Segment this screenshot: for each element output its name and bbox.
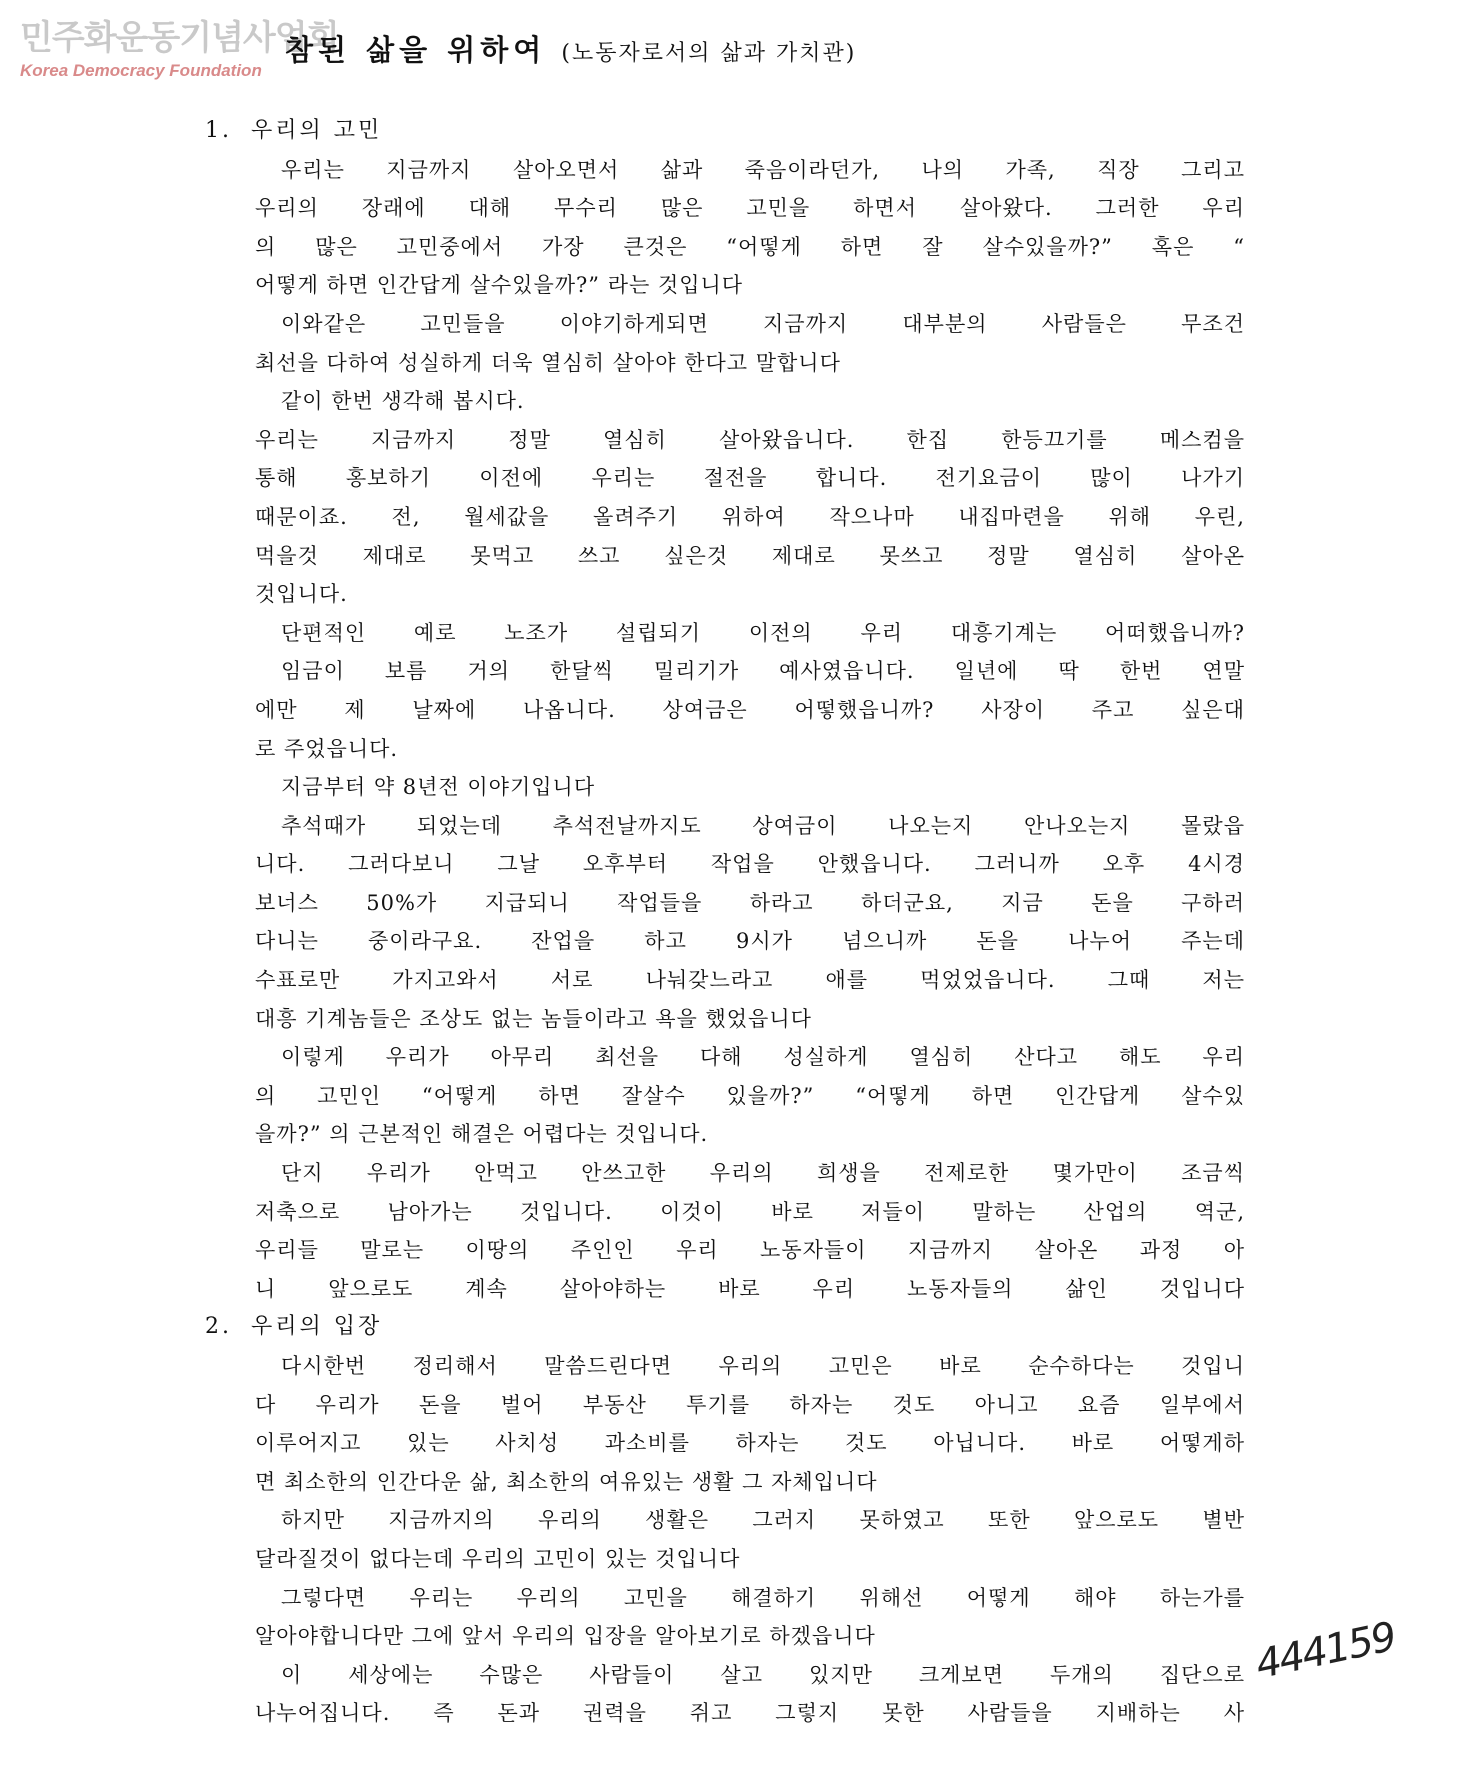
text-line: 니 앞으로도 계속 살아야하는 바로 우리 노동자들의 삶인 것입니다	[255, 1276, 1245, 1301]
text-line: 을까?” 의 근본적인 해결은 어렵다는 것입니다.	[255, 1122, 709, 1147]
text-line: 최선을 다하여 성실하게 더욱 열심히 살아야 한다고 말합니다	[255, 350, 841, 375]
section-body	[255, 1347, 1245, 1733]
text-line: 때문이죠. 전, 월세값을 올려주기 위하여 작으나마 내집마련을 위해 우린,	[255, 504, 1245, 529]
text-line: 같이 한번 생각해 봅시다.	[281, 389, 525, 414]
text-line: 지금부터 약 8년전 이야기입니다	[281, 775, 596, 800]
text-line: 이와같은 고민들을 이야기하게되면 지금까지 대부분의 사람들은 무조건	[281, 311, 1245, 336]
text-line: 면 최소한의 인간다운 삶, 최소한의 여유있는 생활 그 자체입니다	[255, 1469, 878, 1494]
text-line: 저축으로 남아가는 것입니다. 이것이 바로 저들이 말하는 산업의 역군,	[255, 1199, 1245, 1224]
document-title	[285, 28, 856, 69]
text-line: 추석때가 되었는데 추석전날까지도 상여금이 나오는지 안나오는지 몰랐읍	[281, 813, 1245, 838]
text-line: 이 세상에는 수많은 사람들이 살고 있지만 크게보면 두개의 집단으로	[281, 1662, 1245, 1687]
text-line: 우리는 지금까지 정말 열심히 살아왔읍니다. 한집 한등끄기를 메스컴을	[255, 427, 1245, 452]
section-number: 2.	[205, 1314, 232, 1340]
text-line: 것입니다.	[255, 582, 348, 607]
text-line: 의 고민인 “어떻게 하면 잘살수 있을까?” “어떻게 하면 인간답게 살수있	[255, 1083, 1245, 1108]
text-line: 로 주었읍니다.	[255, 736, 399, 761]
text-line: 다 우리가 돈을 벌어 부동산 투기를 하자는 것도 아니고 요즘 일부에서	[255, 1392, 1245, 1417]
watermark-english: Korea Democracy Foundation	[20, 61, 262, 80]
text-line: 단지 우리가 안먹고 안쓰고한 우리의 희생을 전제로한 몇가만이 조금씩	[281, 1161, 1245, 1186]
title-main: 참된 삶을 위하여	[285, 33, 547, 67]
text-line: 이루어지고 있는 사치성 과소비를 하자는 것도 아닙니다. 바로 어떻게하	[255, 1431, 1245, 1456]
section-heading	[205, 112, 1245, 151]
title-subtitle: (노동자로서의 삶과 가치관)	[561, 41, 857, 66]
text-line: 에만 제 날짜에 나옵니다. 상여금은 어떻했읍니까? 사장이 주고 싶은대	[255, 697, 1245, 722]
text-line: 나누어집니다. 즉 돈과 권력을 쥐고 그렇지 못한 사람들을 지배하는 사	[255, 1701, 1245, 1726]
text-line: 임금이 보름 거의 한달씩 밀리기가 예사였읍니다. 일년에 딱 한번 연말	[281, 659, 1245, 684]
text-line: 우리는 지금까지 살아오면서 삶과 죽음이라던가, 나의 가족, 직장 그리고	[281, 157, 1245, 182]
text-line: 대흥 기계놈들은 조상도 없는 놈들이라고 욕을 했었읍니다	[255, 1006, 812, 1031]
document-body	[205, 112, 1245, 1733]
text-line: 보너스 50%가 지급되니 작업들을 하라고 하더군요, 지금 돈을 구하러	[255, 890, 1245, 915]
text-line: 달라질것이 없다는데 우리의 고민이 있는 것입니다	[255, 1546, 741, 1571]
watermark-logo	[20, 18, 339, 82]
section-body	[255, 151, 1245, 1309]
text-line: 그렇다면 우리는 우리의 고민을 해결하기 위해선 어떻게 해야 하는가를	[281, 1585, 1245, 1610]
text-line: 니다. 그러다보니 그날 오후부터 작업을 안했읍니다. 그러니까 오후 4시경	[255, 852, 1245, 877]
handwritten-page-number: 444159	[1251, 1613, 1399, 1689]
text-line: 하지만 지금까지의 우리의 생활은 그러지 못하였고 또한 앞으로도 별반	[281, 1508, 1245, 1533]
text-line: 우리들 말로는 이땅의 주인인 우리 노동자들이 지금까지 살아온 과정 아	[255, 1238, 1245, 1263]
text-line: 알아야합니다만 그에 앞서 우리의 입장을 알아보기로 하겠읍니다	[255, 1624, 876, 1649]
text-line: 어떻게 하면 인간답게 살수있을까?” 라는 것입니다	[255, 273, 744, 298]
text-line: 이렇게 우리가 아무리 최선을 다해 성실하게 열심히 산다고 해도 우리	[281, 1045, 1245, 1070]
section-heading-text: 우리의 고민	[251, 118, 383, 143]
text-line: 통해 홍보하기 이전에 우리는 절전을 합니다. 전기요금이 많이 나가기	[255, 466, 1245, 491]
text-line: 다니는 중이라구요. 잔업을 하고 9시가 넘으니까 돈을 나누어 주는데	[255, 929, 1245, 954]
section-heading-text: 우리의 입장	[251, 1314, 383, 1340]
text-line: 수표로만 가지고와서 서로 나눠갖느라고 애를 먹었었읍니다. 그때 저는	[255, 968, 1245, 993]
text-line: 다시한번 정리해서 말씀드린다면 우리의 고민은 바로 순수하다는 것입니	[281, 1354, 1245, 1378]
text-line: 먹을것 제대로 못먹고 쓰고 싶은것 제대로 못쓰고 정말 열심히 살아온	[255, 543, 1245, 568]
text-line: 단편적인 예로 노조가 설립되기 이전의 우리 대흥기계는 어떠했읍니까?	[281, 620, 1245, 645]
section-heading	[205, 1308, 1245, 1347]
text-line: 의 많은 고민중에서 가장 큰것은 “어떻게 하면 잘 살수있을까?” 혹은 “	[255, 234, 1245, 259]
text-line: 우리의 장래에 대해 무수리 많은 고민을 하면서 살아왔다. 그러한 우리	[255, 196, 1245, 221]
section-number: 1.	[205, 118, 232, 143]
watermark-korean: 민주화운동기념사업회	[20, 18, 339, 58]
